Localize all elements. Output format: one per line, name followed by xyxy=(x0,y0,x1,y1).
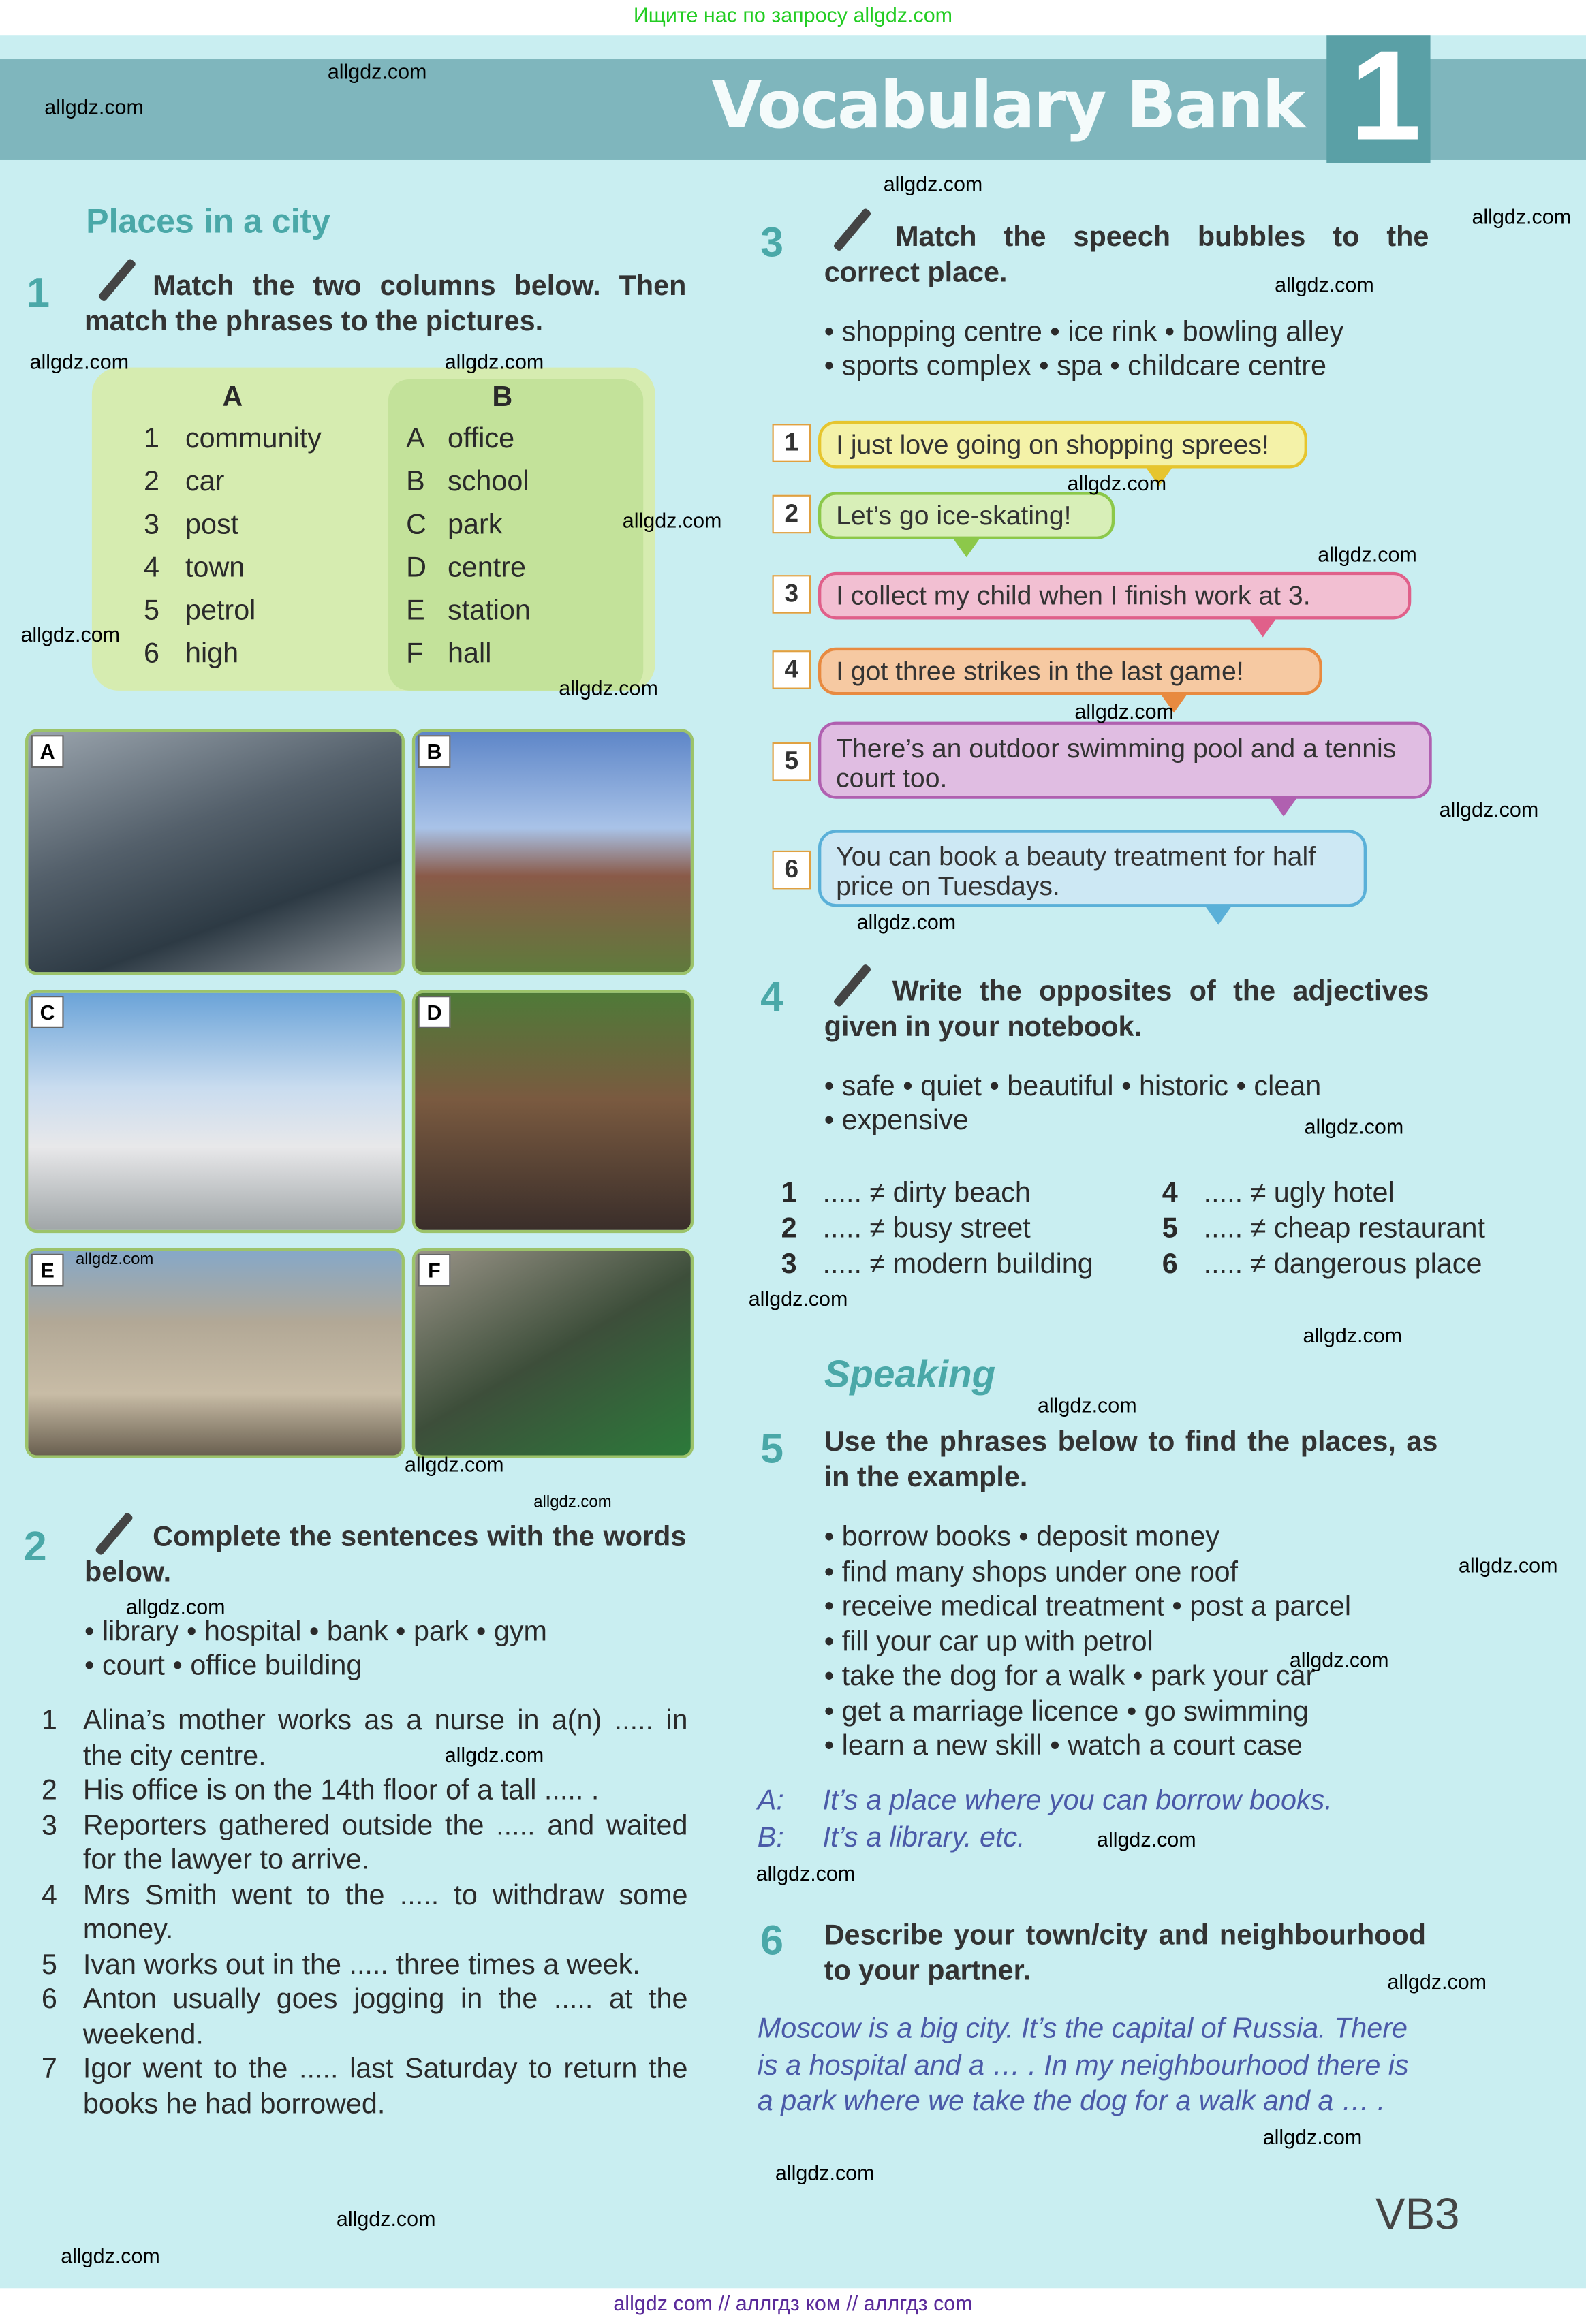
speech-bubble: There’s an outdoor swimming pool and a tennis court too. xyxy=(818,722,1432,799)
sentence-text: Igor went to the ..... last Saturday to return the books he had borrowed. xyxy=(82,2054,688,2120)
watermark: allgdz.com xyxy=(29,349,129,374)
word-list: • sports complex • spa • childcare centre xyxy=(824,351,1326,383)
sentence-list xyxy=(42,1704,688,2122)
watermark: allgdz.com xyxy=(559,676,658,700)
sentence-text: Ivan works out in the ..... three times a week. xyxy=(82,1949,640,1981)
item-number: 4 xyxy=(1162,1178,1178,1210)
picture-label: A xyxy=(31,735,64,768)
column-b-item xyxy=(406,467,531,509)
word-list: • court • office building xyxy=(84,1650,362,1682)
column-a-item xyxy=(144,596,322,639)
bubble-number: 2 xyxy=(773,495,811,534)
sentence xyxy=(42,2052,688,2122)
sentence-text: His office is on the 14th floor of a tall ..... . xyxy=(82,1775,600,1807)
phrase: • find many shops under one roof xyxy=(824,1556,1239,1588)
exercise-instruction: Use the phrases below to find the places, as in the example. xyxy=(824,1427,1438,1494)
example-line xyxy=(758,1821,1333,1857)
speech-bubble: I collect my child when I finish work at 3. xyxy=(818,572,1411,620)
sentence-text: Reporters gathered outside the ..... and waited for the lawyer to arrive. xyxy=(82,1810,688,1877)
column-b-item xyxy=(406,553,531,596)
item-number: A xyxy=(406,424,425,455)
top-note: Ищите нас по запросу allgdz.com xyxy=(633,3,953,27)
item-number: D xyxy=(406,552,427,584)
opposite-item: ..... ≠ ugly hotel xyxy=(1203,1178,1395,1210)
watermark: allgdz.com xyxy=(1275,272,1374,297)
exercise-instruction: Describe your town/city and neighbourhood to your partner. xyxy=(824,1920,1427,1988)
speech-bubble: You can book a beauty treatment for half price on Tuesdays. xyxy=(818,830,1367,907)
item-word: community xyxy=(185,424,322,455)
picture-label: D xyxy=(418,996,451,1028)
item-number: 6 xyxy=(1162,1249,1178,1281)
word-list: • expensive xyxy=(824,1105,969,1137)
speech-bubble: I just love going on shopping sprees! xyxy=(818,421,1307,469)
watermark: allgdz.com xyxy=(1318,542,1417,567)
item-number: F xyxy=(406,638,424,670)
page-title: Vocabulary Bank xyxy=(711,68,1305,144)
sentence xyxy=(42,1983,688,2052)
exercise-instruction: Complete the sentences with the words below. xyxy=(84,1522,687,1589)
bubble-number: 1 xyxy=(773,424,811,462)
sentence-number: 5 xyxy=(41,1949,57,1981)
sentence xyxy=(42,1774,688,1808)
sentence-number: 7 xyxy=(41,2054,57,2086)
watermark: allgdz.com xyxy=(75,1251,154,1269)
item-word: car xyxy=(185,467,225,499)
item-number: 3 xyxy=(781,1249,797,1281)
word-list: • shopping centre • ice rink • bowling alley xyxy=(824,317,1344,349)
watermark: allgdz.com xyxy=(1067,471,1167,495)
exercise-number: 6 xyxy=(760,1917,784,1964)
speaking-title: Speaking xyxy=(824,1351,996,1396)
bubble-tail xyxy=(1204,904,1234,924)
picture xyxy=(412,729,694,975)
watermark: allgdz.com xyxy=(1074,699,1174,723)
exercise-number: 1 xyxy=(27,269,50,316)
example-text: It’s a place where you can borrow books. xyxy=(822,1785,1333,1817)
word-list: • safe • quiet • beautiful • historic • clean xyxy=(824,1071,1322,1103)
picture xyxy=(412,1248,694,1458)
section-title: Places in a city xyxy=(86,201,331,240)
watermark: allgdz.com xyxy=(1037,1393,1137,1417)
picture xyxy=(25,990,405,1233)
watermark: allgdz.com xyxy=(1262,2124,1363,2149)
phrase: • get a marriage licence • go swimming xyxy=(824,1696,1309,1727)
phrase: • take the dog for a walk • park your car xyxy=(824,1661,1316,1693)
speaking-example xyxy=(758,1785,1333,1857)
watermark: allgdz.com xyxy=(327,59,427,83)
watermark: allgdz.com xyxy=(336,2206,436,2231)
opposite-item: ..... ≠ modern building xyxy=(822,1249,1093,1281)
unit-number: 1 xyxy=(1350,25,1422,168)
column-a-item xyxy=(144,639,322,682)
item-number: 5 xyxy=(1162,1213,1178,1245)
picture xyxy=(412,990,694,1233)
watermark: allgdz.com xyxy=(1458,1553,1558,1577)
bubble-number: 6 xyxy=(773,851,811,890)
item-number: 6 xyxy=(144,638,160,670)
sentence xyxy=(42,1704,688,1774)
bubble-tail xyxy=(1269,796,1299,816)
item-number: C xyxy=(406,509,427,541)
speaking-example-text: Moscow is a big city. It’s the capital of Russia. There is a hospital and a … . In my neighbourhood there is a park where we take the dog for a walk and a … . xyxy=(757,2013,1409,2118)
item-number: 5 xyxy=(144,595,160,627)
picture-label: F xyxy=(418,1254,451,1287)
exercise-number: 3 xyxy=(760,219,784,266)
example-line xyxy=(758,1785,1333,1821)
bubble-tail xyxy=(952,537,982,557)
speech-bubble: I got three strikes in the last game! xyxy=(818,648,1322,695)
watermark: allgdz.com xyxy=(1387,1969,1487,1994)
column-a-item xyxy=(144,553,322,596)
bottom-note: allgdz com // аллгдз ком // аллгдз com xyxy=(613,2291,973,2315)
unit-tab xyxy=(1326,25,1430,168)
picture-label: B xyxy=(418,735,451,768)
picture-label: E xyxy=(31,1254,64,1287)
sentence-number: 1 xyxy=(41,1706,57,1737)
exercise-instruction: Match the speech bubbles to the correct place. xyxy=(824,222,1429,289)
opposite-item: ..... ≠ dangerous place xyxy=(1203,1249,1482,1281)
bubble-tail xyxy=(1248,616,1278,637)
speech-bubble: Let’s go ice-skating! xyxy=(818,492,1115,539)
item-word: hall xyxy=(448,638,492,670)
watermark: allgdz.com xyxy=(61,2244,160,2267)
bubble-number: 5 xyxy=(773,742,811,781)
watermark: allgdz.com xyxy=(1303,1323,1403,1347)
item-word: station xyxy=(448,595,531,627)
exercise-number: 2 xyxy=(23,1523,47,1570)
sentence-text: Alina’s mother works as a nurse in a(n) ..... in the city centre. xyxy=(82,1706,688,1772)
watermark: allgdz.com xyxy=(1097,1827,1196,1851)
example-text: It’s a library. etc. xyxy=(822,1822,1025,1853)
item-word: town xyxy=(185,552,245,584)
watermark: allgdz.com xyxy=(20,622,121,646)
column-a xyxy=(144,424,322,682)
watermark: allgdz.com xyxy=(1472,204,1572,229)
speaker: B: xyxy=(757,1822,784,1853)
phrase: • fill your car up with petrol xyxy=(824,1626,1153,1658)
item-word: high xyxy=(185,638,239,670)
bubble-number: 3 xyxy=(773,575,811,614)
item-word: centre xyxy=(448,552,526,584)
watermark: allgdz.com xyxy=(444,1742,544,1767)
item-word: school xyxy=(448,467,529,499)
sentence-number: 4 xyxy=(41,1879,57,1911)
item-word: office xyxy=(448,424,515,455)
watermark: allgdz.com xyxy=(1304,1114,1404,1138)
item-number: 2 xyxy=(144,467,160,499)
page-number: VB3 xyxy=(1375,2190,1460,2240)
sentence xyxy=(42,1948,688,1983)
column-a-header: A xyxy=(222,382,243,414)
item-number: B xyxy=(406,467,425,499)
watermark: allgdz.com xyxy=(756,1861,856,1885)
sentence-number: 6 xyxy=(41,1984,57,2015)
watermark: allgdz.com xyxy=(1289,1648,1389,1672)
item-number: 1 xyxy=(781,1178,797,1210)
picture xyxy=(25,1248,405,1458)
exercise-number: 4 xyxy=(760,973,784,1020)
speaker: A: xyxy=(757,1785,784,1817)
opposite-item: ..... ≠ busy street xyxy=(822,1213,1031,1245)
column-a-item xyxy=(144,509,322,552)
opposite-item: ..... ≠ cheap restaurant xyxy=(1203,1213,1486,1245)
item-word: petrol xyxy=(185,595,256,627)
column-b xyxy=(406,424,531,682)
picture-label: C xyxy=(31,996,64,1028)
watermark: allgdz.com xyxy=(775,2161,875,2184)
item-number: E xyxy=(406,595,425,627)
sentence-number: 2 xyxy=(41,1775,57,1807)
column-a-item xyxy=(144,467,322,509)
phrase: • borrow books • deposit money xyxy=(824,1522,1220,1554)
watermark: allgdz.com xyxy=(125,1595,226,1618)
sentence xyxy=(42,1808,688,1878)
watermark: allgdz.com xyxy=(1439,797,1539,821)
sentence-number: 3 xyxy=(41,1810,57,1842)
phrase: • receive medical treatment • post a parcel xyxy=(824,1591,1352,1623)
exercise-instruction: Match the two columns below. Then match the phrases to the pictures. xyxy=(84,271,687,339)
sentence-text: Anton usually goes jogging in the ..... at the weekend. xyxy=(82,1984,688,2051)
picture xyxy=(25,729,405,975)
opposite-item: ..... ≠ dirty beach xyxy=(822,1178,1031,1210)
phrase: • learn a new skill • watch a court case xyxy=(824,1731,1303,1762)
column-b-item xyxy=(406,424,531,467)
item-number: 2 xyxy=(781,1213,797,1245)
watermark: allgdz.com xyxy=(748,1286,848,1310)
item-word: park xyxy=(448,509,503,541)
column-b-item xyxy=(406,639,531,682)
word-list: • library • hospital • bank • park • gym xyxy=(84,1616,547,1648)
watermark: allgdz.com xyxy=(533,1494,612,1512)
item-word: post xyxy=(185,509,239,541)
column-b-item xyxy=(406,509,531,552)
phrase-list xyxy=(824,1520,1351,1764)
watermark: allgdz.com xyxy=(883,172,983,196)
watermark: allgdz.com xyxy=(44,95,144,119)
item-number: 4 xyxy=(144,552,160,584)
watermark: allgdz.com xyxy=(404,1452,504,1476)
exercise-number: 5 xyxy=(760,1426,784,1472)
sentence xyxy=(42,1879,688,1948)
item-number: 1 xyxy=(144,424,160,455)
column-b-item xyxy=(406,596,531,639)
column-b-header: B xyxy=(492,382,513,414)
sentence-text: Mrs Smith went to the ..... to withdraw some money. xyxy=(82,1879,688,1946)
bubble-number: 4 xyxy=(773,650,811,689)
watermark: allgdz.com xyxy=(856,909,957,934)
watermark: allgdz.com xyxy=(622,508,722,533)
column-a-item xyxy=(144,424,322,467)
exercise-instruction: Write the opposites of the adjectives given in your notebook. xyxy=(824,976,1429,1043)
item-number: 3 xyxy=(144,509,160,541)
watermark: allgdz.com xyxy=(444,349,544,374)
